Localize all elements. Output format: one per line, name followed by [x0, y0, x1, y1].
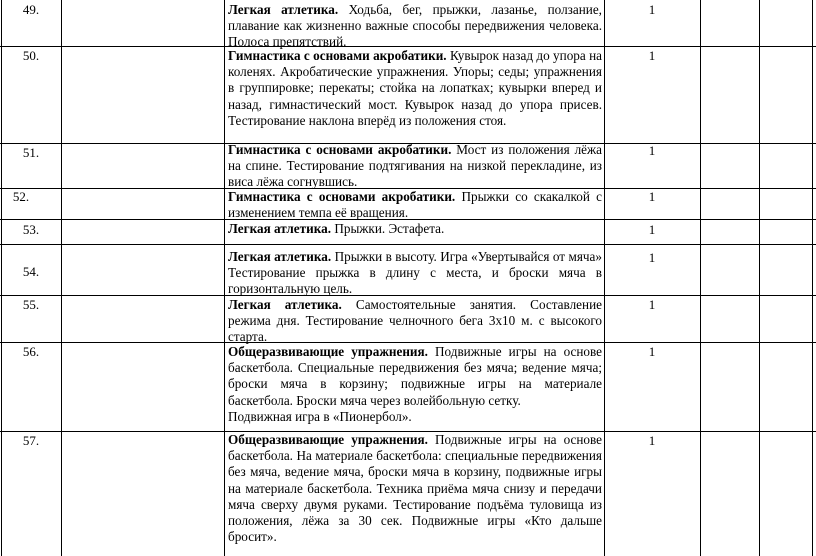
row-number: 53.	[22, 222, 40, 237]
topic-heading: Гимнастика с основами акробатики.	[228, 48, 447, 63]
hours-count: 1	[648, 250, 656, 265]
row-number: 51.	[22, 145, 40, 160]
grid-line	[812, 0, 813, 556]
topic-text: Прыжки. Эстафета.	[331, 221, 445, 236]
lesson-topic	[228, 432, 602, 545]
topic-heading: Гимнастика с основами акробатики.	[228, 189, 456, 204]
topic-text: Прыжки в высоту. Игра «Увертывайся от мяча» Тестирование прыжка в длину с места, и броски мяча в горизонтальную цель.	[228, 249, 602, 297]
hours-count: 1	[648, 189, 656, 204]
topic-heading: Легкая атлетика.	[228, 221, 332, 236]
lesson-topic	[228, 189, 602, 221]
hours-count: 1	[648, 2, 656, 17]
lesson-topic	[228, 48, 602, 129]
hours-count: 1	[648, 297, 656, 312]
topic-heading: Общеразвивающие упражнения.	[228, 432, 428, 447]
topic-text: Кувырок назад до упора на коленях. Акробатические упражнения. Упоры; седы; упражнения в группировке; перекаты; стойка на лопатках; кувырки вперед и назад, гимнастический мост. Кувырок назад до упора присев. Тестирование наклона вперёд из положения стоя.	[228, 48, 602, 128]
lesson-topic	[228, 221, 602, 237]
topic-text: Подвижные игры на основе баскетбола. На материале баскетбола: специальные передвижения без мяча, ведение мяча, броски мяча в корзину, подвижные игры на материале баскетбола. Техника приёма мяча снизу и передачи мяча сверху двумя руками. Тестирование подъёма туловища из положения, лёжа за 30 сек. Подвижные игры «Кто дальше бросит».	[228, 432, 602, 545]
grid-line	[61, 0, 62, 556]
grid-line	[700, 0, 701, 556]
row-number: 55.	[22, 297, 40, 312]
topic-text: Подвижные игры на основе баскетбола. Специальные передвижения без мяча; ведение мяча; броски мяча в корзину; подвижные игры на материале баскетбола. Броски мяча через волейбольную сетку.	[228, 344, 602, 408]
hours-count: 1	[648, 344, 656, 359]
lesson-topic	[228, 2, 602, 51]
lesson-topic	[228, 297, 602, 346]
row-number: 57.	[22, 433, 40, 448]
topic-extra-line: Подвижная игра в «Пионербол».	[228, 408, 412, 424]
topic-heading: Легкая атлетика.	[228, 249, 332, 264]
grid-line	[224, 0, 225, 556]
row-number: 49.	[22, 2, 40, 17]
topic-heading: Общеразвивающие упражнения.	[228, 344, 428, 359]
lesson-topic	[228, 249, 602, 298]
hours-count: 1	[648, 222, 656, 237]
topic-heading: Легкая атлетика.	[228, 297, 342, 312]
hours-count: 1	[648, 48, 656, 63]
topic-text: Самостоятельные занятия. Составление режима дня. Тестирование челночного бега 3х10 м. с высокого старта.	[228, 297, 602, 345]
topic-text: Мост из положения лёжа на спине. Тестирование подтягивания на низкой перекладине, из виса лёжа согнувшись.	[228, 142, 602, 190]
hours-count: 1	[648, 433, 656, 448]
hours-count: 1	[648, 143, 656, 158]
grid-line	[759, 0, 760, 556]
lesson-topic	[228, 344, 602, 425]
topic-text: Ходьба, бег, прыжки, лазанье, ползание, плавание как жизненно важные способы передвижения человека. Полоса препятствий.	[228, 2, 602, 50]
row-divider	[0, 244, 816, 245]
lesson-topic	[228, 142, 602, 191]
grid-line	[604, 0, 605, 556]
row-number: 50.	[22, 48, 40, 63]
topic-heading: Легкая атлетика.	[228, 2, 339, 17]
row-number: 54.	[22, 264, 40, 279]
topic-text: Прыжки со скакалкой с изменением темпа её вращения.	[228, 189, 603, 221]
row-number: 52.	[12, 189, 30, 204]
topic-heading: Гимнастика с основами акробатики.	[228, 142, 452, 157]
row-number: 56.	[22, 344, 40, 359]
